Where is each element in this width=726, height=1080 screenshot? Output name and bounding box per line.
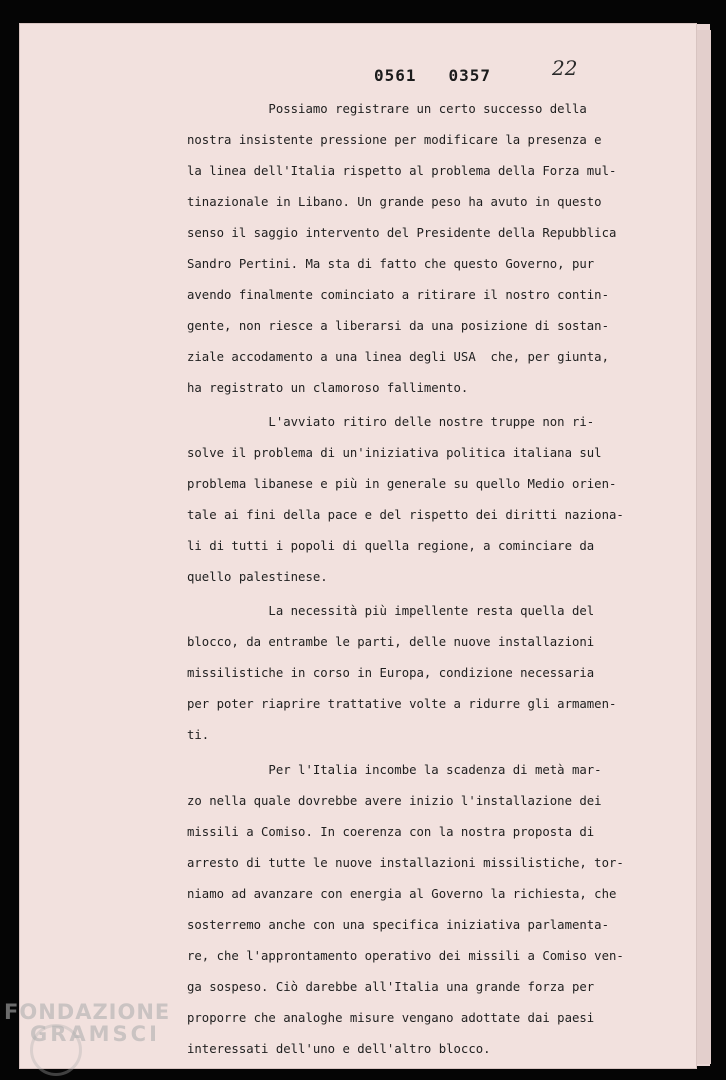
document-number-part-2: 0357 — [448, 66, 491, 85]
watermark-line-1: FONDAZIONE — [4, 1000, 171, 1024]
text-line: li di tutti i popoli di quella regione, a cominciare da — [187, 539, 595, 553]
watermark-line-2: GRAMSCI — [30, 1022, 160, 1046]
text-line: ziale accodamento a una linea degli USA che, per giunta, — [187, 350, 609, 364]
document-number-part-1: 0561 — [374, 66, 417, 85]
text-line: Per l'Italia incombe la scadenza di metà mar- — [187, 763, 602, 777]
text-line: per poter riaprire trattative volte a ridurre gli armamen- — [187, 697, 617, 711]
document-number — [374, 66, 491, 85]
text-line: La necessità più impellente resta quella del — [187, 604, 595, 618]
text-line: avendo finalmente cominciato a ritirare il nostro contin- — [187, 288, 609, 302]
document-page — [20, 24, 696, 1068]
text-line: missili a Comiso. In coerenza con la nostra proposta di — [187, 825, 595, 839]
text-line: ga sospeso. Ciò darebbe all'Italia una grande forza per — [187, 980, 595, 994]
text-line: niamo ad avanzare con energia al Governo la richiesta, che — [187, 887, 617, 901]
text-line: re, che l'approntamento operativo dei missili a Comiso ven- — [187, 949, 624, 963]
text-line: L'avviato ritiro delle nostre truppe non ri- — [187, 415, 595, 429]
text-line: tinazionale in Libano. Un grande peso ha avuto in questo — [187, 195, 602, 209]
text-line: la linea dell'Italia rispetto al problema della Forza mul- — [187, 164, 617, 178]
text-line: blocco, da entrambe le parti, delle nuove installazioni — [187, 635, 595, 649]
text-line: quello palestinese. — [187, 570, 328, 584]
text-line: gente, non riesce a liberarsi da una posizione di sostan- — [187, 319, 609, 333]
text-line: arresto di tutte le nuove installazioni missilistiche, tor- — [187, 856, 624, 870]
text-line: ti. — [187, 728, 210, 742]
text-line: proporre che analoghe misure vengano adottate dai paesi — [187, 1011, 595, 1025]
watermark — [4, 1000, 170, 1046]
text-line: problema libanese e più in generale su quello Medio orien- — [187, 477, 617, 491]
text-line: solve il problema di un'iniziativa politica italiana sul — [187, 446, 602, 460]
text-line: interessati dell'uno e dell'altro blocco. — [187, 1042, 491, 1056]
text-line: missilistiche in corso in Europa, condizione necessaria — [187, 666, 595, 680]
text-line: ha registrato un clamoroso fallimento. — [187, 381, 469, 395]
text-line: senso il saggio intervento del Presidente della Repubblica — [187, 226, 617, 240]
handwritten-page-number: 22 — [552, 56, 578, 80]
text-line: sosterremo anche con una specifica iniziativa parlamenta- — [187, 918, 609, 932]
text-line: Sandro Pertini. Ma sta di fatto che questo Governo, pur — [187, 257, 595, 271]
text-line: Possiamo registrare un certo successo della — [187, 102, 587, 116]
text-line: tale ai fini della pace e del rispetto dei diritti naziona- — [187, 508, 624, 522]
text-line: zo nella quale dovrebbe avere inizio l'installazione dei — [187, 794, 602, 808]
text-line: nostra insistente pressione per modificare la presenza e — [187, 133, 602, 147]
